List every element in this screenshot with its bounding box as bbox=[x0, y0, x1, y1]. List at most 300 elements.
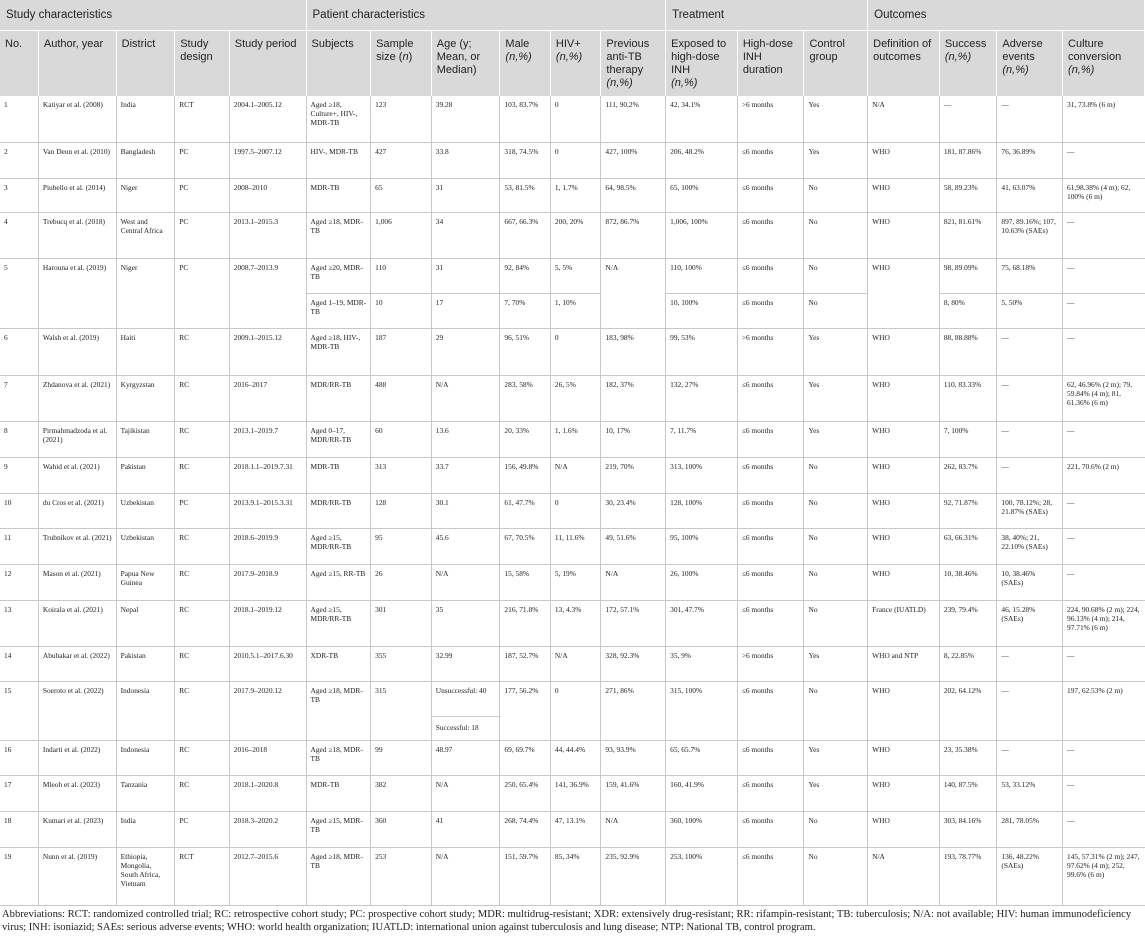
cell-control: Yes bbox=[804, 421, 868, 457]
table-row bbox=[0, 258, 1145, 293]
cell-adverse: 281, 78.05% bbox=[997, 811, 1063, 847]
cell-duration: ≤6 months bbox=[737, 212, 804, 258]
cell-adverse: 75, 68.18% bbox=[997, 258, 1063, 293]
cell-period: 2008.7–2013.9 bbox=[229, 258, 306, 328]
cell-no: 19 bbox=[0, 847, 38, 905]
cell-adverse: 53, 33.12% bbox=[997, 775, 1063, 811]
cell-definition: N/A bbox=[868, 847, 940, 905]
cell-control: No bbox=[804, 528, 868, 564]
cell-male: 103, 83.7% bbox=[500, 96, 551, 142]
cell-hiv: N/A bbox=[550, 457, 601, 493]
cell-adverse: — bbox=[997, 681, 1063, 740]
cell-sample: 123 bbox=[371, 96, 432, 142]
cell-culture: 224, 90.68% (2 m); 224, 96.13% (4 m); 214, 97.71% (6 m) bbox=[1063, 600, 1145, 646]
cell-sample: 99 bbox=[371, 740, 432, 775]
cell-author: Mason et al. (2021) bbox=[38, 564, 116, 600]
cell-previous: 159, 41.6% bbox=[601, 775, 666, 811]
cell-subjects: HIV-, MDR-TB bbox=[306, 142, 371, 178]
cell-exposed: 132, 27% bbox=[666, 375, 738, 421]
cell-definition: WHO bbox=[868, 142, 940, 178]
header-subjects: Subjects bbox=[306, 31, 371, 97]
cell-duration: ≤6 months bbox=[737, 258, 804, 293]
header-district: District bbox=[116, 31, 175, 97]
cell-hiv: 85, 34% bbox=[550, 847, 601, 905]
cell-district: Niger bbox=[116, 178, 175, 212]
cell-age: 34 bbox=[431, 212, 500, 258]
cell-period: 2018.3–2020.2 bbox=[229, 811, 306, 847]
cell-definition: WHO bbox=[868, 178, 940, 212]
cell-male: 69, 69.7% bbox=[500, 740, 551, 775]
cell-previous: 10, 17% bbox=[601, 421, 666, 457]
cell-design: RC bbox=[175, 528, 230, 564]
cell-exposed: 110, 100% bbox=[666, 258, 738, 293]
cell-culture: — bbox=[1063, 421, 1145, 457]
cell-design: PC bbox=[175, 212, 230, 258]
cell-hiv: 0 bbox=[550, 96, 601, 142]
cell-subjects: Aged 0–17, MDR/RR-TB bbox=[306, 421, 371, 457]
cell-exposed: 65, 100% bbox=[666, 178, 738, 212]
cell-duration: ≤6 months bbox=[737, 421, 804, 457]
cell-hiv: N/A bbox=[550, 646, 601, 681]
cell-culture: — bbox=[1063, 258, 1145, 293]
cell-no: 15 bbox=[0, 681, 38, 740]
cell-design: RC bbox=[175, 457, 230, 493]
cell-success: 88, 88.88% bbox=[939, 328, 997, 375]
header-duration: High-dose INH duration bbox=[737, 31, 804, 97]
cell-age: 30.1 bbox=[431, 493, 500, 528]
cell-period: 2008–2010 bbox=[229, 178, 306, 212]
cell-exposed: 301, 47.7% bbox=[666, 600, 738, 646]
cell-culture: — bbox=[1063, 493, 1145, 528]
cell-male: 268, 74.4% bbox=[500, 811, 551, 847]
cell-district: Tajikistan bbox=[116, 421, 175, 457]
table-row bbox=[0, 457, 1145, 493]
cell-hiv: 0 bbox=[550, 328, 601, 375]
cell-control: Yes bbox=[804, 328, 868, 375]
cell-previous: 49, 51.6% bbox=[601, 528, 666, 564]
cell-male: 151, 59.7% bbox=[500, 847, 551, 905]
group-treatment: Treatment bbox=[666, 0, 868, 31]
cell-author: Walsh et al. (2019) bbox=[38, 328, 116, 375]
cell-exposed: 360, 100% bbox=[666, 811, 738, 847]
cell-duration: ≤6 months bbox=[737, 178, 804, 212]
cell-age: 32.99 bbox=[431, 646, 500, 681]
cell-design: RC bbox=[175, 775, 230, 811]
cell-no: 12 bbox=[0, 564, 38, 600]
cell-exposed: 1,006, 100% bbox=[666, 212, 738, 258]
cell-control: No bbox=[804, 457, 868, 493]
cell-period: 2013.1–2015.3 bbox=[229, 212, 306, 258]
header-period: Study period bbox=[229, 31, 306, 97]
cell-control: No bbox=[804, 681, 868, 740]
cell-duration: >6 months bbox=[737, 646, 804, 681]
cell-hiv: 26, 5% bbox=[550, 375, 601, 421]
cell-sample: 65 bbox=[371, 178, 432, 212]
cell-period: 2017.9–2020.12 bbox=[229, 681, 306, 740]
header-exposed-unit: (n,%) bbox=[671, 77, 698, 89]
cell-success: 63, 66.31% bbox=[939, 528, 997, 564]
cell-subjects: XDR-TB bbox=[306, 646, 371, 681]
cell-no: 17 bbox=[0, 775, 38, 811]
cell-adverse: 100, 78.12%; 28, 21.87% (SAEs) bbox=[997, 493, 1063, 528]
cell-period: 2013.9.1–2015.3.31 bbox=[229, 493, 306, 528]
cell-culture: 61,98.38% (4 m); 62, 100% (6 m) bbox=[1063, 178, 1145, 212]
cell-male: 7, 70% bbox=[500, 293, 551, 328]
cell-success: 303, 84.16% bbox=[939, 811, 997, 847]
cell-previous: 271, 86% bbox=[601, 681, 666, 740]
cell-success: 7, 100% bbox=[939, 421, 997, 457]
table-row bbox=[0, 328, 1145, 375]
cell-hiv: 1, 1.7% bbox=[550, 178, 601, 212]
cell-no: 10 bbox=[0, 493, 38, 528]
cell-control: No bbox=[804, 811, 868, 847]
cell-adverse: — bbox=[997, 457, 1063, 493]
cell-culture: — bbox=[1063, 528, 1145, 564]
cell-period: 2012.7–2015.6 bbox=[229, 847, 306, 905]
cell-control: No bbox=[804, 178, 868, 212]
cell-male: 92, 84% bbox=[500, 258, 551, 293]
cell-adverse: — bbox=[997, 328, 1063, 375]
cell-author: Koirala et al. (2021) bbox=[38, 600, 116, 646]
cell-culture: 145, 57.31% (2 m); 247, 97.62% (4 m); 252, 99.6% (6 m) bbox=[1063, 847, 1145, 905]
cell-adverse: 46, 15.28% (SAEs) bbox=[997, 600, 1063, 646]
cell-no: 4 bbox=[0, 212, 38, 258]
cell-duration: ≤6 months bbox=[737, 564, 804, 600]
cell-design: PC bbox=[175, 258, 230, 328]
cell-sample: 253 bbox=[371, 847, 432, 905]
cell-duration: ≤6 months bbox=[737, 293, 804, 328]
cell-duration: >6 months bbox=[737, 328, 804, 375]
cell-exposed: 315, 100% bbox=[666, 681, 738, 740]
header-design: Study design bbox=[175, 31, 230, 97]
cell-hiv: 0 bbox=[550, 142, 601, 178]
cell-subjects: Aged 1–19, MDR-TB bbox=[306, 293, 371, 328]
table-row bbox=[0, 811, 1145, 847]
table-row bbox=[0, 96, 1145, 142]
cell-duration: ≤6 months bbox=[737, 457, 804, 493]
cell-sample: 355 bbox=[371, 646, 432, 681]
cell-duration: ≤6 months bbox=[737, 740, 804, 775]
cell-design: RC bbox=[175, 681, 230, 740]
cell-sample: 110 bbox=[371, 258, 432, 293]
cell-definition: WHO bbox=[868, 493, 940, 528]
cell-success: 110, 83.33% bbox=[939, 375, 997, 421]
cell-adverse: — bbox=[997, 375, 1063, 421]
table-row bbox=[0, 740, 1145, 775]
cell-previous: 235, 92.9% bbox=[601, 847, 666, 905]
cell-period: 1997.5–2007.12 bbox=[229, 142, 306, 178]
cell-definition: WHO bbox=[868, 564, 940, 600]
cell-exposed: 160, 41.9% bbox=[666, 775, 738, 811]
cell-subjects: Aged ≥20, MDR-TB bbox=[306, 258, 371, 293]
cell-age: N/A bbox=[431, 564, 500, 600]
cell-sample: 427 bbox=[371, 142, 432, 178]
cell-exposed: 95, 100% bbox=[666, 528, 738, 564]
cell-district: Nepal bbox=[116, 600, 175, 646]
cell-culture: — bbox=[1063, 328, 1145, 375]
cell-definition: WHO bbox=[868, 740, 940, 775]
cell-control: Yes bbox=[804, 375, 868, 421]
cell-definition: WHO bbox=[868, 421, 940, 457]
header-previous-therapy-text: Previous anti-TB therapy bbox=[606, 38, 650, 76]
cell-adverse: — bbox=[997, 96, 1063, 142]
cell-success: 8, 80% bbox=[939, 293, 997, 328]
cell-exposed: 65, 65.7% bbox=[666, 740, 738, 775]
cell-subjects: Aged ≥18, MDR-TB bbox=[306, 681, 371, 740]
cell-design: RC bbox=[175, 421, 230, 457]
cell-subjects: MDR-TB bbox=[306, 775, 371, 811]
cell-subjects: Aged ≥18, MDR-TB bbox=[306, 740, 371, 775]
cell-exposed: 253, 100% bbox=[666, 847, 738, 905]
cell-period: 2017.9–2018.9 bbox=[229, 564, 306, 600]
cell-definition: France (IUATLD) bbox=[868, 600, 940, 646]
cell-previous: 30, 23.4% bbox=[601, 493, 666, 528]
cell-design: PC bbox=[175, 142, 230, 178]
table-row bbox=[0, 528, 1145, 564]
cell-duration: ≤6 months bbox=[737, 600, 804, 646]
cell-hiv: 11, 11.6% bbox=[550, 528, 601, 564]
cell-adverse: — bbox=[997, 740, 1063, 775]
cell-author: Piubello et al. (2014) bbox=[38, 178, 116, 212]
cell-male: 216, 71.8% bbox=[500, 600, 551, 646]
cell-adverse: 76, 36.89% bbox=[997, 142, 1063, 178]
header-culture bbox=[1063, 31, 1145, 97]
cell-design: PC bbox=[175, 811, 230, 847]
cell-control: Yes bbox=[804, 740, 868, 775]
cell-previous: N/A bbox=[601, 811, 666, 847]
cell-exposed: 35, 9% bbox=[666, 646, 738, 681]
cell-district: Indonesia bbox=[116, 740, 175, 775]
cell-sample: 10 bbox=[371, 293, 432, 328]
cell-sample: 128 bbox=[371, 493, 432, 528]
cell-age: 48.97 bbox=[431, 740, 500, 775]
cell-definition: WHO and NTP bbox=[868, 646, 940, 681]
cell-no: 16 bbox=[0, 740, 38, 775]
cell-exposed: 7, 11.7% bbox=[666, 421, 738, 457]
cell-author: Pirmahmadzoda et al. (2021) bbox=[38, 421, 116, 457]
cell-no: 14 bbox=[0, 646, 38, 681]
cell-no: 13 bbox=[0, 600, 38, 646]
header-previous-therapy bbox=[601, 31, 666, 97]
table-row bbox=[0, 212, 1145, 258]
cell-author: Trebucq et al. (2018) bbox=[38, 212, 116, 258]
header-adverse-text: Adverse events bbox=[1002, 38, 1043, 63]
cell-subjects: MDR-TB bbox=[306, 457, 371, 493]
cell-control: Yes bbox=[804, 142, 868, 178]
header-age: Age (y; Mean, or Median) bbox=[431, 31, 500, 97]
cell-age: 39.28 bbox=[431, 96, 500, 142]
cell-period: 2018.6–2019.9 bbox=[229, 528, 306, 564]
header-hiv bbox=[550, 31, 601, 97]
cell-exposed: 10, 100% bbox=[666, 293, 738, 328]
header-exposed bbox=[666, 31, 738, 97]
header-success-text: Success bbox=[944, 38, 987, 50]
cell-district: West and Central Africa bbox=[116, 212, 175, 258]
cell-definition: WHO bbox=[868, 375, 940, 421]
cell-duration: ≤6 months bbox=[737, 142, 804, 178]
cell-age: 45.6 bbox=[431, 528, 500, 564]
cell-adverse: — bbox=[997, 646, 1063, 681]
cell-male: 156, 49.8% bbox=[500, 457, 551, 493]
cell-design: RC bbox=[175, 564, 230, 600]
cell-exposed: 313, 100% bbox=[666, 457, 738, 493]
cell-control: No bbox=[804, 600, 868, 646]
cell-age: 35 bbox=[431, 600, 500, 646]
cell-male: 53, 81.5% bbox=[500, 178, 551, 212]
group-outcomes: Outcomes bbox=[868, 0, 1145, 31]
table-row bbox=[0, 775, 1145, 811]
cell-district: Indonesia bbox=[116, 681, 175, 740]
cell-design: RC bbox=[175, 600, 230, 646]
cell-design: RC bbox=[175, 646, 230, 681]
cell-sample: 315 bbox=[371, 681, 432, 740]
header-sample-size-close: ) bbox=[408, 51, 413, 63]
header-control: Control group bbox=[804, 31, 868, 97]
cell-definition: WHO bbox=[868, 811, 940, 847]
cell-duration: ≤6 months bbox=[737, 811, 804, 847]
cell-author: Harouna et al. (2019) bbox=[38, 258, 116, 328]
cell-male: 283, 58% bbox=[500, 375, 551, 421]
cell-age: 29 bbox=[431, 328, 500, 375]
cell-definition: N/A bbox=[868, 96, 940, 142]
header-adverse-unit: (n,%) bbox=[1002, 64, 1029, 76]
cell-district: Bangladesh bbox=[116, 142, 175, 178]
cell-control: No bbox=[804, 212, 868, 258]
cell-previous: 172, 57.1% bbox=[601, 600, 666, 646]
cell-age: 31 bbox=[431, 258, 500, 293]
group-patient-characteristics: Patient characteristics bbox=[306, 0, 666, 31]
cell-age: N/A bbox=[431, 375, 500, 421]
cell-period: 2004.1–2005.12 bbox=[229, 96, 306, 142]
cell-design: RC bbox=[175, 328, 230, 375]
cell-duration: ≤6 months bbox=[737, 375, 804, 421]
cell-male: 96, 51% bbox=[500, 328, 551, 375]
cell-no: 2 bbox=[0, 142, 38, 178]
cell-sample: 301 bbox=[371, 600, 432, 646]
cell-control: No bbox=[804, 847, 868, 905]
cell-sample: 187 bbox=[371, 328, 432, 375]
cell-no: 3 bbox=[0, 178, 38, 212]
cell-adverse: 5, 50% bbox=[997, 293, 1063, 328]
cell-age-unsuccessful: Unsuccessful: 40 bbox=[432, 682, 500, 717]
cell-sample: 488 bbox=[371, 375, 432, 421]
cell-author: Nunn et al. (2019) bbox=[38, 847, 116, 905]
cell-hiv: 5, 5% bbox=[550, 258, 601, 293]
cell-age bbox=[431, 681, 500, 740]
cell-male: 177, 56.2% bbox=[500, 681, 551, 740]
header-exposed-text: Exposed to high-dose INH bbox=[671, 38, 727, 76]
cell-adverse: 897, 89.16%; 107, 10.63% (SAEs) bbox=[997, 212, 1063, 258]
cell-culture: 31, 73.8% (6 m) bbox=[1063, 96, 1145, 142]
cell-subjects: Aged ≥15, RR-TB bbox=[306, 564, 371, 600]
cell-period: 2018.1–2019.12 bbox=[229, 600, 306, 646]
cell-culture: — bbox=[1063, 646, 1145, 681]
cell-age: 33.7 bbox=[431, 457, 500, 493]
cell-duration: ≤6 months bbox=[737, 528, 804, 564]
cell-design: PC bbox=[175, 493, 230, 528]
cell-period: 2009.1–2015.12 bbox=[229, 328, 306, 375]
cell-no: 9 bbox=[0, 457, 38, 493]
cell-duration: ≤6 months bbox=[737, 681, 804, 740]
cell-culture: — bbox=[1063, 811, 1145, 847]
cell-district: Uzbekistan bbox=[116, 493, 175, 528]
cell-culture: — bbox=[1063, 142, 1145, 178]
header-no: No. bbox=[0, 31, 38, 97]
cell-previous: 182, 37% bbox=[601, 375, 666, 421]
cell-control: No bbox=[804, 493, 868, 528]
cell-hiv: 141, 36.9% bbox=[550, 775, 601, 811]
cell-hiv: 13, 4.3% bbox=[550, 600, 601, 646]
cell-age: 13.6 bbox=[431, 421, 500, 457]
header-sample-size-text: Sample size ( bbox=[376, 38, 414, 63]
cell-exposed: 26, 100% bbox=[666, 564, 738, 600]
cell-no: 18 bbox=[0, 811, 38, 847]
cell-sample: 26 bbox=[371, 564, 432, 600]
cell-success: 10, 38.46% bbox=[939, 564, 997, 600]
cell-author: Kumari et al. (2023) bbox=[38, 811, 116, 847]
cell-previous: 93, 93.9% bbox=[601, 740, 666, 775]
header-definition: Definition of outcomes bbox=[868, 31, 940, 97]
cell-design: RCT bbox=[175, 96, 230, 142]
cell-culture: — bbox=[1063, 775, 1145, 811]
cell-author: Katiyar et al. (2008) bbox=[38, 96, 116, 142]
cell-subjects: Aged ≥18, Culture+, HIV-, MDR-TB bbox=[306, 96, 371, 142]
cell-design: RC bbox=[175, 375, 230, 421]
cell-definition: WHO bbox=[868, 528, 940, 564]
cell-subjects: Aged ≥18, HIV-, MDR-TB bbox=[306, 328, 371, 375]
cell-adverse: 136, 48.22% (SAEs) bbox=[997, 847, 1063, 905]
cell-subjects: MDR/RR-TB bbox=[306, 493, 371, 528]
cell-adverse: 38, 40%; 21, 22.10% (SAEs) bbox=[997, 528, 1063, 564]
cell-sample: 313 bbox=[371, 457, 432, 493]
cell-sample: 60 bbox=[371, 421, 432, 457]
cell-male: 15, 58% bbox=[500, 564, 551, 600]
cell-male: 20, 33% bbox=[500, 421, 551, 457]
cell-duration: ≤6 months bbox=[737, 847, 804, 905]
cell-exposed: 99, 53% bbox=[666, 328, 738, 375]
table-row bbox=[0, 847, 1145, 905]
table-row bbox=[0, 421, 1145, 457]
cell-district: Tanzania bbox=[116, 775, 175, 811]
cell-sample: 95 bbox=[371, 528, 432, 564]
cell-exposed: 206, 48.2% bbox=[666, 142, 738, 178]
cell-hiv: 5, 19% bbox=[550, 564, 601, 600]
abbreviations-footnote: Abbreviations: RCT: randomized controlled trial; RC: retrospective cohort study; PC: prospective cohort study; MDR: multidrug-resistant; XDR: extensively drug-resistant; RR: rifampin-resistant; TB: tuberculosis; N/A: not available; HIV: human immunodeficiency virus; INH: isoniazid; SAEs: serious adverse events; WHO: world health organization; IUATLD: international union against tuberculosis and lung disease; NTP: National TB, control program. bbox=[2, 909, 1132, 933]
cell-author: Van Deun et al. (2010) bbox=[38, 142, 116, 178]
cell-subjects: Aged ≥15, MDR/RR-TB bbox=[306, 528, 371, 564]
cell-author: Wahid et al. (2021) bbox=[38, 457, 116, 493]
cell-design: RC bbox=[175, 740, 230, 775]
cell-culture: — bbox=[1063, 740, 1145, 775]
cell-culture: — bbox=[1063, 212, 1145, 258]
cell-author: du Cros et al. (2021) bbox=[38, 493, 116, 528]
cell-no: 11 bbox=[0, 528, 38, 564]
cell-no: 6 bbox=[0, 328, 38, 375]
cell-hiv: 47, 13.1% bbox=[550, 811, 601, 847]
cell-culture: — bbox=[1063, 564, 1145, 600]
cell-author: Soeroto et al. (2022) bbox=[38, 681, 116, 740]
cell-success: 8, 22.85% bbox=[939, 646, 997, 681]
cell-male: 67, 70.5% bbox=[500, 528, 551, 564]
cell-subjects: MDR/RR-TB bbox=[306, 375, 371, 421]
cell-success: 181, 87.86% bbox=[939, 142, 997, 178]
cell-period: 2018.1–2020.8 bbox=[229, 775, 306, 811]
cell-design: PC bbox=[175, 178, 230, 212]
cell-exposed: 42, 34.1% bbox=[666, 96, 738, 142]
cell-subjects: MDR-TB bbox=[306, 178, 371, 212]
cell-author: Indarti et al. (2022) bbox=[38, 740, 116, 775]
cell-definition: WHO bbox=[868, 328, 940, 375]
